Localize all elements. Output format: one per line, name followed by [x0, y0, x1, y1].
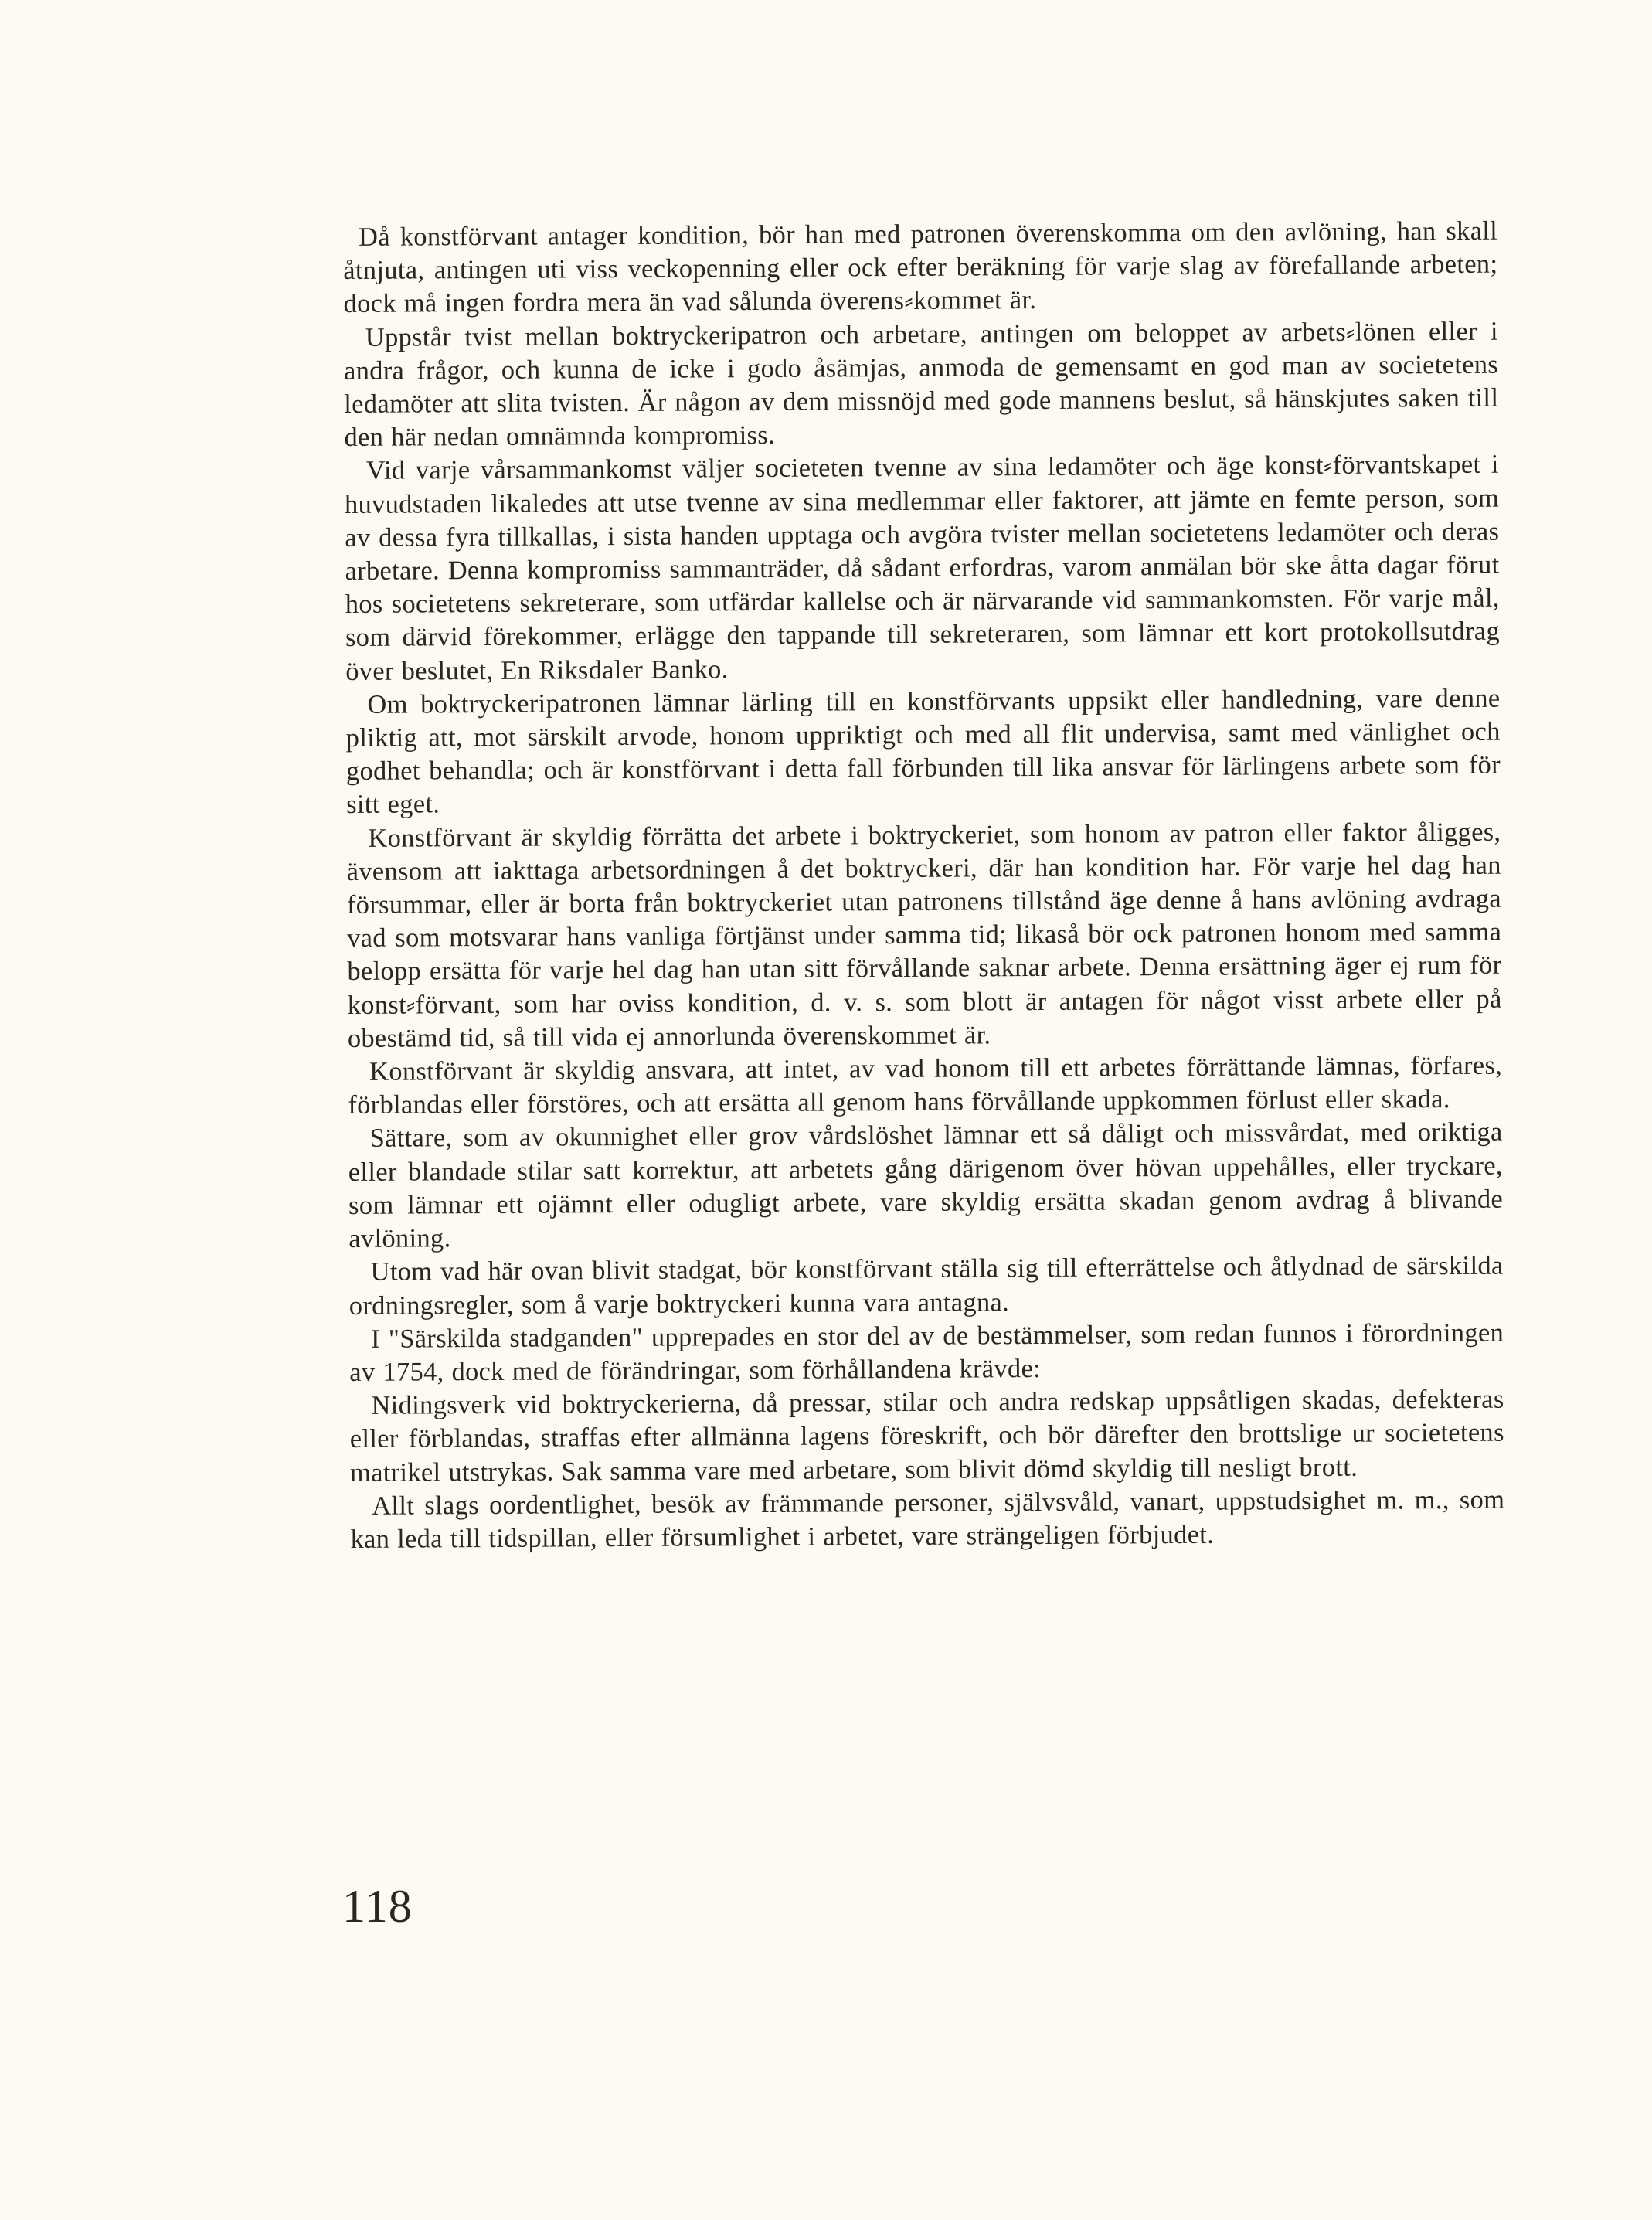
paragraph: Vid varje vårsammankomst väljer societeten tvenne av sina ledamöter och äge konst⸗förvantskapet i huvudstaden likaledes att utse tvenne av sina medlemmar eller faktorer, att jämte en femte person, som av dessa fyra tillkallas, i sista handen upptaga och avgöra tvister mellan societetens ledamöter och deras arbetare. Denna kompromiss sammanträder, då sådant erfordras, varom anmälan bör ske åtta dagar förut hos societetens sekreterare, som utfärdar kallelse och är närvarande vid sammankomsten. För varje mål, som därvid förekommer, erlägge den tappande till sekreteraren, som lämnar ett kort protokollsutdrag över beslutet, En Riksdaler Banko.	[344, 450, 1501, 686]
paragraph: I "Särskilda stadganden" upprepades en stor del av de bestämmelser, som redan funnos i förordningen av 1754, dock med de förändringar, som förhållandena krävde:	[349, 1317, 1504, 1387]
paragraph: Om boktryckeripatronen lämnar lärling till en konstförvants uppsikt eller handledning, vare denne pliktig att, mot särskilt arvode, honom uppriktigt och med all flit undervisa, samt med vänlighet och godhet behandla; och är konstförvant i detta fall förbunden till lika ansvar för lärlingens arbete som för sitt eget.	[345, 683, 1501, 820]
paragraph: Nidingsverk vid boktryckerierna, då pressar, stilar och andra redskap uppsåtligen skadas, defekteras eller förblandas, straffas efter allmänna lagens föreskrift, och bör därefter den brottslige ur societetens matrikel utstrykas. Sak samma vare med arbetare, som blivit dömd skyldig till nesligt brott.	[349, 1384, 1504, 1487]
page-number: 118	[342, 1881, 413, 1932]
paragraph: Sättare, som av okunnighet eller grov vårdslöshet lämnar ett så dåligt och missvårdat, med oriktiga eller blandade stilar satt korrektur, att arbetets gång därigenom över hövan uppehålles, eller tryckare, som lämnar ett ojämnt eller odugligt arbete, vare skyldig ersätta skadan genom avdrag å blivande avlöning.	[348, 1117, 1504, 1254]
paragraph: Då konstförvant antager kondition, bör han med patronen överenskomma om den avlöning, han skall åtnjuta, antingen uti viss veckopenning eller ock efter beräkning för varje slag av förefallande arbeten; dock må ingen fordra mera än vad sålunda överens⸗kommet är.	[343, 216, 1498, 319]
paragraph: Konstförvant är skyldig ansvara, att intet, av vad honom till ett arbetes förrättande lämnas, förfares, förblandas eller förstöres, och att ersätta all genom hans förvållande uppkommen förlust eller skada.	[348, 1050, 1503, 1120]
paragraph: Uppstår tvist mellan boktryckeripatron och arbetare, antingen om beloppet av arbets⸗lönen eller i andra frågor, och kunna de icke i godo åsämjas, anmoda de gemensamt en god man av societetens ledamöter att slita tvisten. Är någon av dem missnöjd med gode mannens beslut, så hänskjutes saken till den här nedan omnämnda kompromiss.	[343, 316, 1499, 453]
paragraph: Allt slags oordentlighet, besök av främmande personer, självsvåld, vanart, uppstudsighet m. m., som kan leda till tidspillan, eller försumlighet i arbetet, vare strängeligen förbjudet.	[350, 1484, 1505, 1554]
paragraph: Konstförvant är skyldig förrätta det arbete i boktryckeriet, som honom av patron eller faktor åligges, ävensom att iakttaga arbetsordningen å det boktryckeri, där han kondition har. För varje hel dag han försummar, eller är borta från boktryckeriet utan patronens tillstånd äge denne å hans avlöning avdraga vad som motsvarar hans vanliga förtjänst under samma tid; likaså bör ock patronen honom med samma belopp ersätta för varje hel dag han utan sitt förvållande saknar arbete. Denna ersättning äger ej rum för konst⸗förvant, som har oviss kondition, d. v. s. som blott är antagen för något visst arbete eller på obestämd tid, så till vida ej annorlunda överenskommet är.	[346, 817, 1502, 1053]
body-text	[343, 215, 1505, 1556]
paragraph: Utom vad här ovan blivit stadgat, bör konstförvant ställa sig till efterrättelse och åtlydnad de särskilda ordningsregler, som å varje boktryckeri kunna vara antagna.	[348, 1250, 1504, 1321]
